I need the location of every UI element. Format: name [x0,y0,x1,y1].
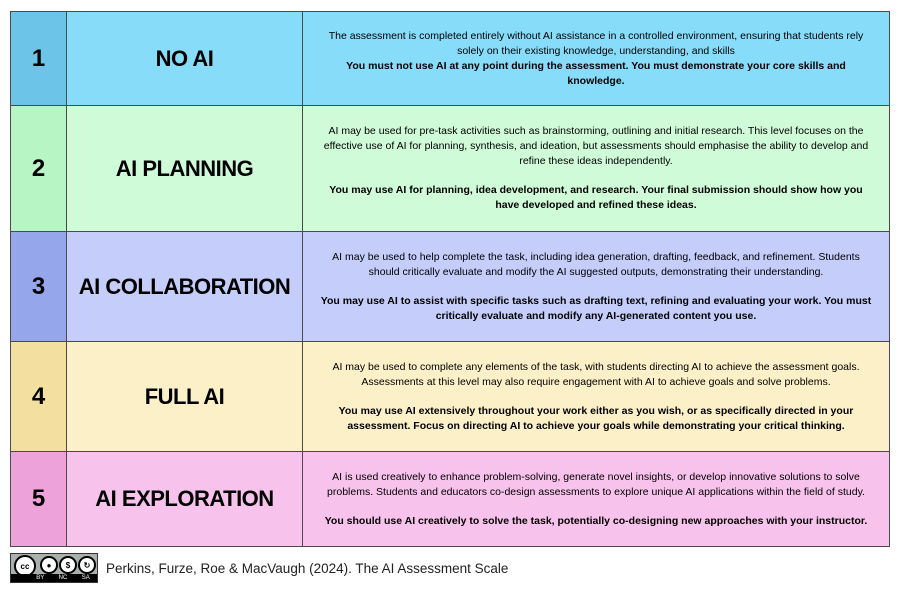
level-row-4 [11,342,889,452]
level-description-cell [303,342,889,451]
level-title: FULL AI [67,342,303,451]
level-description: The assessment is completed entirely without AI assistance in a controlled environment, ensuring that students rely solely on their existing knowledge, understanding, and skills [328,29,864,57]
level-title: AI COLLABORATION [67,232,303,341]
level-row-5 [11,452,889,546]
level-description: AI may be used to complete any elements of the task, with students directing AI to achieve the assessment goals. Assessments at this level may also require engagement with AI to achieve goals and solve problems. [332,360,860,388]
level-row-2 [11,106,889,232]
license-sa-label: SA [81,575,90,581]
cc-icon: cc [14,555,36,577]
level-description: AI is used creatively to enhance problem-solving, generate novel insights, or develop innovative solutions to solve problems. Students and educators co-design assessments to explore unique AI applications within the field of study. [327,470,865,498]
cc-by-nc-sa-icon [10,553,98,583]
level-number: 2 [11,106,67,231]
level-description-cell [303,452,889,546]
level-guidance: You may use AI extensively throughout your work either as you wish, or as specifically directed in your assessment. Focus on directing AI to achieve your goals while demonstrating your critical thinking. [338,404,854,432]
ai-assessment-scale-table [10,11,890,547]
footer [10,553,508,583]
level-number: 1 [11,12,67,105]
level-description-cell [303,106,889,231]
level-title: AI EXPLORATION [67,452,303,546]
level-number: 4 [11,342,67,451]
level-guidance: You must not use AI at any point during the assessment. You must demonstrate your core skills and knowledge. [346,59,846,87]
level-description-cell [303,232,889,341]
person-icon: ● [40,556,58,574]
citation: Perkins, Furze, Roe & MacVaugh (2024). The AI Assessment Scale [106,560,509,576]
non-commercial-icon: $ [59,556,77,574]
share-alike-icon: ↻ [78,556,96,574]
license-nc-label: NC [58,575,68,581]
license-label-bar [11,574,97,582]
level-guidance: You may use AI to assist with specific tasks such as drafting text, refining and evaluating your work. You must critically evaluate and modify any AI-generated content you use. [320,294,872,322]
level-guidance: You may use AI for planning, idea development, and research. Your final submission should show how you have developed and refined these ideas. [329,184,863,211]
license-by-label: BY [36,575,45,581]
level-title: AI PLANNING [67,106,303,231]
level-description: AI may be used to help complete the task, including idea generation, drafting, feedback, and refinement. Students should critically evaluate and modify the AI suggested outputs, demonstrating their understanding. [332,250,860,278]
level-title: NO AI [67,12,303,105]
level-row-1 [11,12,889,106]
level-description-cell [303,12,889,105]
level-number: 5 [11,452,67,546]
level-number: 3 [11,232,67,341]
level-row-3 [11,232,889,342]
level-description: AI may be used for pre-task activities such as brainstorming, outlining and initial research. This level focuses on the effective use of AI for planning, synthesis, and ideation, but assessments should emphasise the ability to develop and refine these ideas independently. [323,125,869,167]
level-guidance: You should use AI creatively to solve the task, potentially co-designing new approaches with your instructor. [324,514,868,527]
